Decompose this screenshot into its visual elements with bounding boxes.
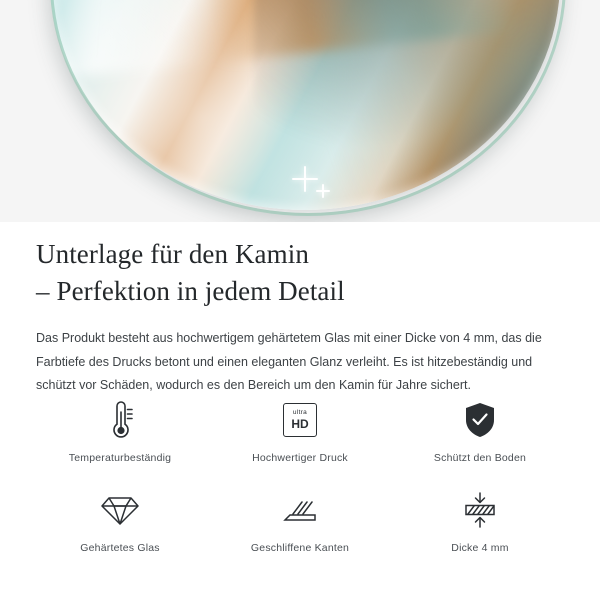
feature-item-temperature: [30, 396, 210, 464]
feature-item-print-quality: [210, 396, 390, 464]
ultra-hd-icon: [276, 396, 324, 444]
feature-label: Hochwertiger Druck: [252, 452, 348, 464]
ultra-hd-big-label: HD: [291, 416, 309, 431]
diamond-icon: [96, 486, 144, 534]
feature-label: Dicke 4 mm: [451, 542, 509, 554]
feature-label: Temperaturbeständig: [68, 452, 172, 464]
page-title: [36, 236, 564, 309]
description-paragraph: Das Produkt besteht aus hochwertigem gehärtetem Glas mit einer Dicke von 4 mm, das die Farbtiefe des Drucks betont und einen eleganten Glanz verleiht. Es ist hitzebeständig und schützt vor Schäden, wodurch es den Bereich um den Kamin für Jahre sichert.: [36, 331, 542, 392]
feature-grid: [0, 396, 600, 554]
shield-check-icon: [456, 396, 504, 444]
content-section: [0, 222, 600, 397]
glass-plate-marble-product-image: [50, 0, 560, 210]
feature-item-thickness: [390, 486, 570, 554]
page-title-line-2: – Perfektion in jedem Detail: [36, 275, 345, 306]
page-title-line-1: Unterlage für den Kamin: [36, 239, 309, 269]
ultra-hd-small-label: ultra: [292, 409, 308, 417]
feature-label: Schützt den Boden: [433, 452, 527, 464]
feature-item-polished-edges: [210, 486, 390, 554]
hero-image-section: [0, 0, 600, 222]
thermometer-icon: [96, 396, 144, 444]
feature-label: Gehärtetes Glas: [80, 542, 160, 554]
thickness-arrows-icon: [456, 486, 504, 534]
polished-edges-icon: [276, 486, 324, 534]
feature-item-tempered-glass: [30, 486, 210, 554]
feature-item-floor-protection: [390, 396, 570, 464]
feature-label: Geschliffene Kanten: [250, 542, 350, 554]
